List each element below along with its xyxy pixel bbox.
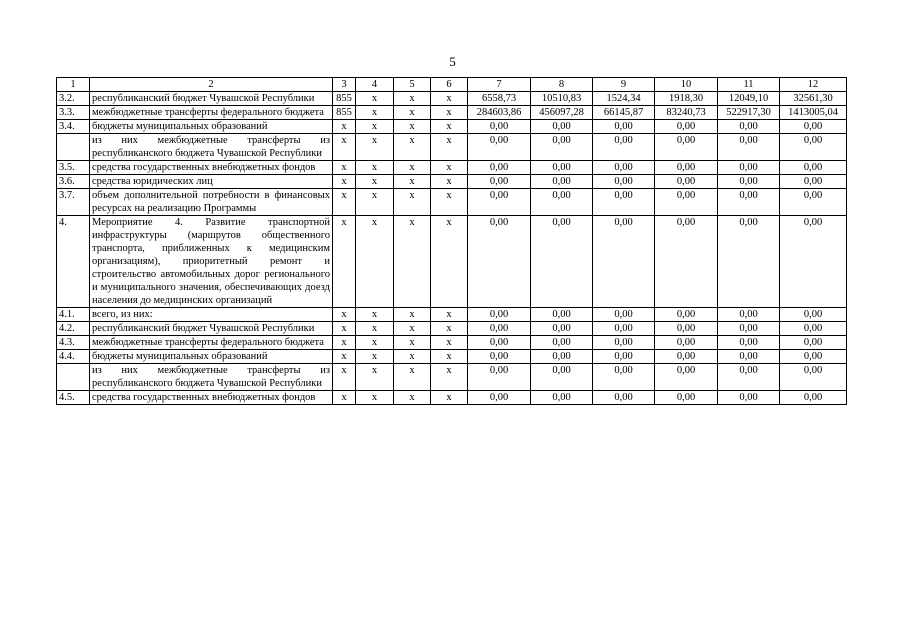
row-code-cell: x [394, 120, 431, 134]
row-code-cell: x [356, 120, 394, 134]
header-cell: 4 [356, 78, 394, 92]
table-row [57, 336, 847, 350]
row-value-cell: 0,00 [468, 134, 531, 161]
table-row [57, 92, 847, 106]
row-number-cell [57, 134, 90, 161]
row-value-cell: 0,00 [718, 336, 780, 350]
row-code-cell: x [394, 134, 431, 161]
row-number-cell: 3.6. [57, 175, 90, 189]
row-code-cell: x [333, 175, 356, 189]
row-code-cell: x [333, 364, 356, 391]
row-value-cell: 0,00 [655, 216, 718, 308]
table-row [57, 216, 847, 308]
row-value-cell: 0,00 [655, 336, 718, 350]
row-code-cell: x [356, 161, 394, 175]
row-code-cell: x [431, 364, 468, 391]
row-value-cell: 32561,30 [780, 92, 847, 106]
table-row [57, 106, 847, 120]
row-value-cell: 0,00 [531, 134, 593, 161]
row-code-cell: x [394, 175, 431, 189]
row-name-cell: из них межбюджетные трансферты из республиканского бюджета Чувашской Республики [90, 364, 333, 391]
row-value-cell: 0,00 [593, 350, 655, 364]
row-value-cell: 0,00 [780, 322, 847, 336]
row-value-cell: 0,00 [593, 134, 655, 161]
row-code-cell: x [394, 322, 431, 336]
row-value-cell: 0,00 [468, 364, 531, 391]
header-cell: 1 [57, 78, 90, 92]
table-row [57, 364, 847, 391]
row-value-cell: 0,00 [718, 175, 780, 189]
row-number-cell [57, 364, 90, 391]
row-value-cell: 0,00 [468, 120, 531, 134]
row-code-cell: x [394, 364, 431, 391]
row-code-cell: x [356, 364, 394, 391]
row-value-cell: 0,00 [468, 161, 531, 175]
header-cell: 3 [333, 78, 356, 92]
row-value-cell: 0,00 [531, 308, 593, 322]
row-value-cell: 0,00 [718, 308, 780, 322]
row-value-cell: 1413005,04 [780, 106, 847, 120]
row-code-cell: x [431, 120, 468, 134]
row-value-cell: 83240,73 [655, 106, 718, 120]
header-cell: 11 [718, 78, 780, 92]
row-value-cell: 0,00 [718, 364, 780, 391]
row-value-cell: 0,00 [780, 189, 847, 216]
row-code-cell: x [356, 216, 394, 308]
row-value-cell: 0,00 [468, 175, 531, 189]
row-value-cell: 0,00 [718, 350, 780, 364]
row-code-cell: x [333, 161, 356, 175]
row-value-cell: 0,00 [780, 161, 847, 175]
table-row [57, 161, 847, 175]
row-value-cell: 10510,83 [531, 92, 593, 106]
row-code-cell: x [356, 322, 394, 336]
row-value-cell: 0,00 [655, 120, 718, 134]
row-name-cell: всего, из них: [90, 308, 333, 322]
row-value-cell: 0,00 [593, 189, 655, 216]
row-code-cell: x [333, 189, 356, 216]
row-name-cell: средства юридических лиц [90, 175, 333, 189]
row-value-cell: 0,00 [468, 350, 531, 364]
row-name-cell: средства государственных внебюджетных фондов [90, 391, 333, 405]
row-value-cell: 0,00 [718, 216, 780, 308]
row-value-cell: 0,00 [593, 336, 655, 350]
row-code-cell: x [431, 391, 468, 405]
row-name-cell: бюджеты муниципальных образований [90, 350, 333, 364]
row-code-cell: x [431, 189, 468, 216]
table-row [57, 134, 847, 161]
row-code-cell: x [356, 391, 394, 405]
row-value-cell: 0,00 [531, 120, 593, 134]
row-value-cell: 0,00 [593, 161, 655, 175]
row-code-cell: x [333, 308, 356, 322]
row-value-cell: 6558,73 [468, 92, 531, 106]
row-value-cell: 0,00 [780, 336, 847, 350]
row-number-cell: 4.1. [57, 308, 90, 322]
row-value-cell: 0,00 [780, 134, 847, 161]
row-name-cell: Мероприятие 4. Развитие транспортной инфраструктуры (маршрутов общественного транспорта, приближенных к медицинским организациям), приоритетный ремонт и строительство автомобильных дорог регионального и муниципального значения, обеспечивающих доезд населения до медицинских организаций [90, 216, 333, 308]
row-code-cell: x [394, 161, 431, 175]
row-value-cell: 0,00 [468, 322, 531, 336]
row-value-cell: 522917,30 [718, 106, 780, 120]
row-value-cell: 0,00 [718, 189, 780, 216]
table-header-row [57, 78, 847, 92]
table-row [57, 322, 847, 336]
table-row [57, 350, 847, 364]
row-number-cell: 3.2. [57, 92, 90, 106]
row-code-cell: x [356, 336, 394, 350]
row-value-cell: 0,00 [531, 350, 593, 364]
row-code-cell: x [394, 92, 431, 106]
row-value-cell: 0,00 [655, 134, 718, 161]
row-code-cell: x [333, 350, 356, 364]
row-value-cell: 0,00 [593, 120, 655, 134]
row-code-cell: x [333, 216, 356, 308]
row-value-cell: 0,00 [468, 189, 531, 216]
row-code-cell: x [394, 216, 431, 308]
row-value-cell: 0,00 [531, 391, 593, 405]
row-value-cell: 12049,10 [718, 92, 780, 106]
row-code-cell: x [431, 322, 468, 336]
row-code-cell: x [394, 391, 431, 405]
header-cell: 9 [593, 78, 655, 92]
row-value-cell: 0,00 [718, 134, 780, 161]
row-value-cell: 0,00 [780, 391, 847, 405]
row-value-cell: 0,00 [593, 364, 655, 391]
row-name-cell: республиканский бюджет Чувашской Республики [90, 92, 333, 106]
row-value-cell: 0,00 [718, 322, 780, 336]
row-code-cell: x [333, 336, 356, 350]
row-number-cell: 4.2. [57, 322, 90, 336]
row-number-cell: 4. [57, 216, 90, 308]
row-value-cell: 0,00 [655, 161, 718, 175]
row-value-cell: 0,00 [593, 175, 655, 189]
row-code-cell: x [356, 92, 394, 106]
table-row [57, 189, 847, 216]
row-value-cell: 0,00 [780, 216, 847, 308]
row-value-cell: 0,00 [531, 189, 593, 216]
row-value-cell: 1524,34 [593, 92, 655, 106]
row-code-cell: x [356, 106, 394, 120]
row-code-cell: x [431, 161, 468, 175]
row-name-cell: бюджеты муниципальных образований [90, 120, 333, 134]
row-number-cell: 3.5. [57, 161, 90, 175]
header-cell: 5 [394, 78, 431, 92]
table-row [57, 120, 847, 134]
row-value-cell: 0,00 [468, 391, 531, 405]
row-value-cell: 0,00 [531, 175, 593, 189]
row-name-cell: межбюджетные трансферты федерального бюджета [90, 336, 333, 350]
row-code-cell: x [394, 106, 431, 120]
row-value-cell: 0,00 [655, 308, 718, 322]
row-value-cell: 0,00 [531, 364, 593, 391]
row-value-cell: 0,00 [655, 391, 718, 405]
row-name-cell: межбюджетные трансферты федерального бюджета [90, 106, 333, 120]
row-value-cell: 0,00 [780, 364, 847, 391]
row-value-cell: 0,00 [531, 161, 593, 175]
row-name-cell: республиканский бюджет Чувашской Республики [90, 322, 333, 336]
row-value-cell: 0,00 [780, 308, 847, 322]
row-value-cell: 66145,87 [593, 106, 655, 120]
row-number-cell: 4.5. [57, 391, 90, 405]
header-cell: 8 [531, 78, 593, 92]
row-value-cell: 0,00 [593, 391, 655, 405]
row-code-cell: x [431, 175, 468, 189]
row-value-cell: 0,00 [593, 322, 655, 336]
row-code-cell: x [431, 336, 468, 350]
row-value-cell: 0,00 [468, 336, 531, 350]
table-row [57, 391, 847, 405]
row-number-cell: 4.3. [57, 336, 90, 350]
row-value-cell: 284603,86 [468, 106, 531, 120]
row-value-cell: 0,00 [780, 350, 847, 364]
row-name-cell: объем дополнительной потребности в финансовых ресурсах на реализацию Программы [90, 189, 333, 216]
row-code-cell: x [333, 134, 356, 161]
row-code-cell: x [431, 92, 468, 106]
row-name-cell: из них межбюджетные трансферты из республиканского бюджета Чувашской Республики [90, 134, 333, 161]
row-code-cell: 855 [333, 106, 356, 120]
row-value-cell: 0,00 [531, 322, 593, 336]
row-code-cell: x [394, 189, 431, 216]
row-number-cell: 3.3. [57, 106, 90, 120]
row-number-cell: 4.4. [57, 350, 90, 364]
row-value-cell: 0,00 [718, 391, 780, 405]
row-code-cell: x [333, 120, 356, 134]
row-code-cell: x [394, 336, 431, 350]
row-code-cell: x [431, 216, 468, 308]
table-body [57, 78, 847, 405]
row-value-cell: 0,00 [593, 216, 655, 308]
row-value-cell: 0,00 [780, 175, 847, 189]
page-number: 5 [449, 54, 456, 69]
row-value-cell: 0,00 [531, 216, 593, 308]
row-code-cell: 855 [333, 92, 356, 106]
row-code-cell: x [431, 134, 468, 161]
row-code-cell: x [356, 350, 394, 364]
row-name-cell: средства государственных внебюджетных фондов [90, 161, 333, 175]
row-code-cell: x [431, 106, 468, 120]
row-code-cell: x [333, 322, 356, 336]
row-number-cell: 3.7. [57, 189, 90, 216]
table-row [57, 175, 847, 189]
header-cell: 6 [431, 78, 468, 92]
header-cell: 12 [780, 78, 847, 92]
row-code-cell: x [431, 308, 468, 322]
row-value-cell: 0,00 [655, 364, 718, 391]
header-cell: 2 [90, 78, 333, 92]
header-cell: 10 [655, 78, 718, 92]
table-row [57, 308, 847, 322]
row-code-cell: x [356, 189, 394, 216]
row-value-cell: 0,00 [655, 175, 718, 189]
row-value-cell: 456097,28 [531, 106, 593, 120]
row-code-cell: x [394, 350, 431, 364]
row-value-cell: 0,00 [655, 350, 718, 364]
row-code-cell: x [356, 134, 394, 161]
row-value-cell: 0,00 [468, 308, 531, 322]
row-value-cell: 0,00 [655, 322, 718, 336]
budget-table [56, 77, 847, 405]
row-value-cell: 0,00 [718, 161, 780, 175]
row-code-cell: x [356, 175, 394, 189]
row-number-cell: 3.4. [57, 120, 90, 134]
row-value-cell: 0,00 [468, 216, 531, 308]
header-cell: 7 [468, 78, 531, 92]
row-value-cell: 0,00 [718, 120, 780, 134]
row-value-cell: 0,00 [593, 308, 655, 322]
row-value-cell: 0,00 [655, 189, 718, 216]
row-code-cell: x [333, 391, 356, 405]
row-code-cell: x [431, 350, 468, 364]
row-code-cell: x [394, 308, 431, 322]
row-value-cell: 0,00 [780, 120, 847, 134]
row-value-cell: 1918,30 [655, 92, 718, 106]
row-code-cell: x [356, 308, 394, 322]
row-value-cell: 0,00 [531, 336, 593, 350]
